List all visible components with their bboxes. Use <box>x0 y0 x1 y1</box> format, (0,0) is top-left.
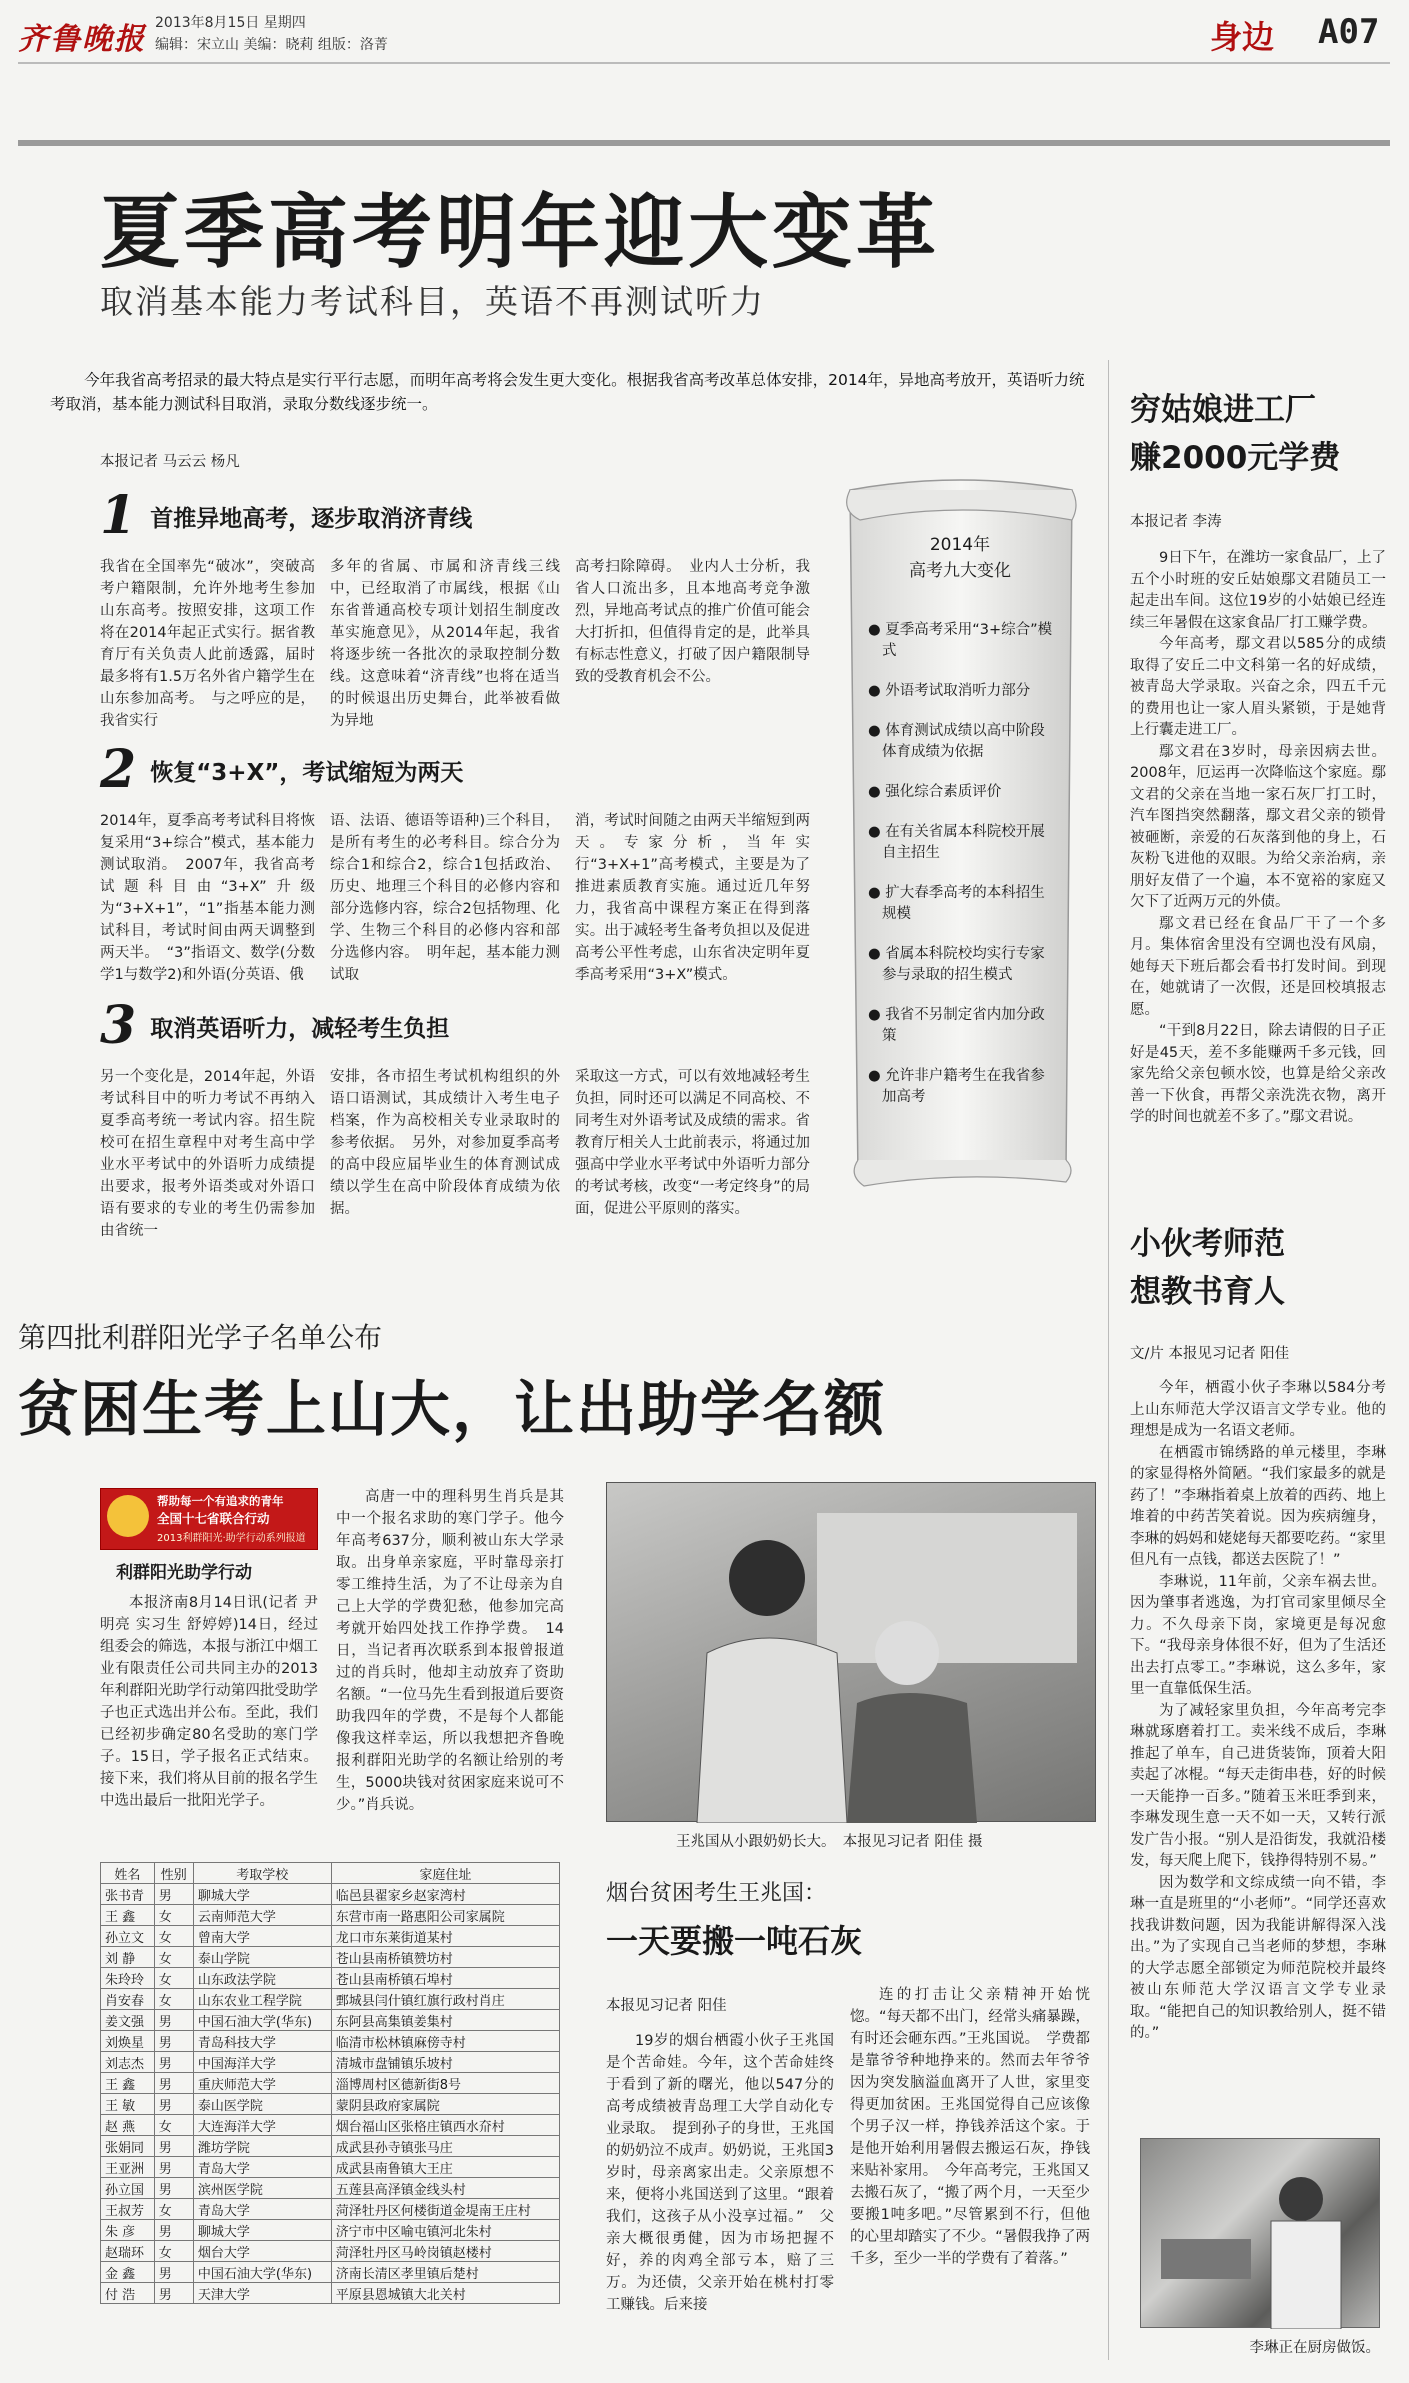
table-cell: 男 <box>154 2031 193 2052</box>
table-cell: 平原县恩城镇大北关村 <box>331 2283 559 2304</box>
table-cell: 赵瑞环 <box>101 2241 155 2262</box>
table-cell: 淄博周村区德新街8号 <box>331 2073 559 2094</box>
table-header-cell: 姓名 <box>101 1863 155 1884</box>
table-row <box>101 2199 560 2220</box>
section-1-col-3: 高考扫除障碍。 业内人士分析，我省人口流出多，且本地高考竞争激烈，异地高考试点的推广价值可能会大打折扣，但值得肯定的是，此举具有标志性意义，打破了因户籍限制导致的受教育机会不公。 <box>575 559 810 685</box>
paragraph: 9日下午，在潍坊一家食品厂，上了五个小时班的安丘姑娘鄢文君随员工一起走出车间。这位19岁的小姑娘已经连续三年暑假在这家食品厂打工赚学费。 <box>1130 550 1386 631</box>
table-cell: 东阿县高集镇姜集村 <box>331 2010 559 2031</box>
table-row <box>101 2031 560 2052</box>
table-cell: 成武县孙寺镇张马庄 <box>331 2136 559 2157</box>
section-name: 身边 <box>1210 18 1275 56</box>
scroll-item: ● 体育测试成绩以高中阶段体育成绩为依据 <box>868 723 1045 760</box>
table-cell: 蒙阴县政府家属院 <box>331 2094 559 2115</box>
table-row <box>101 2010 560 2031</box>
story3-byline: 本报见习记者 阳佳 <box>606 1998 727 2014</box>
wang-photo-caption: 王兆国从小跟奶奶长大。 本报见习记者 阳佳 摄 <box>676 1834 983 1850</box>
table-cell: 女 <box>154 1968 193 1989</box>
table-cell: 王叔芳 <box>101 2199 155 2220</box>
table-cell: 云南师范大学 <box>193 1905 331 1926</box>
story3-col-1: 19岁的烟台栖霞小伙子王兆国是个苦命娃。今年，这个苦命娃终于看到了新的曙光，他以547分的高考成绩被青岛理工大学自动化专业录取。 提到孙子的身世，王兆国的奶奶泣不成声。奶奶说，王兆国3岁时，母亲离家出走。父亲原想不来，便将小兆国送到了这里。“跟着我们，这孩子从小没享过福。” 父亲大概很勇健，因为市场把握不好，养的肉鸡全部亏本，赔了三万。为还债，父亲开始在桃村打零工赚钱。后来接 <box>606 2033 834 2313</box>
table-cell: 金 鑫 <box>101 2262 155 2283</box>
table-cell: 肖安春 <box>101 1989 155 2010</box>
paragraph: 鄢文君在3岁时，母亲因病去世。2008年，厄运再一次降临这个家庭。鄢文君的父亲在当地一家石灰厂打工时，汽车图挡突然翻落，鄢文君父亲的锁骨被砸断，亲爱的石灰落到他的身上，石灰粉飞进他的双眼。为给父亲治病，亲朋好友借了一个遍，本不宽裕的家庭又欠下了近两万元的外债。 <box>1130 743 1386 910</box>
table-cell: 五莲县高泽镇金线头村 <box>331 2178 559 2199</box>
table-cell: 烟台大学 <box>193 2241 331 2262</box>
table-cell: 刘志杰 <box>101 2052 155 2073</box>
table-row <box>101 2052 560 2073</box>
table-cell: 中国海洋大学 <box>193 2052 331 2073</box>
table-row <box>101 2262 560 2283</box>
table-cell: 男 <box>154 2073 193 2094</box>
issue-date: 2013年8月15日 星期四 <box>155 15 306 31</box>
section-2-col-3: 消，考试时间随之由两天半缩短到两天。专家分析，当年实行“3+X+1”高考模式，主要是为了推进素质教育实施。通过近几年努力，我省高中课程方案正在得到落实。出于减轻考生备考负担以及促进高考公平性考虑，山东省决定明年夏季高考采用“3+X”模式。 <box>575 813 810 983</box>
story3-headline: 一天要搬一吨石灰 <box>606 1922 863 1960</box>
lower-col-2: 高唐一中的理科男生肖兵是其中一个报名求助的寒门学子。他今年高考637分，顺利被山东大学录取。出身单亲家庭，平时靠母亲打零工维持生活，为了不让母亲为自己上大学的学费犯愁，他参加完高考就开始四处找工作挣学费。 14日，当记者再次联系到本报曾报道过的肖兵时，他却主动放弃了资助名额。“一位马先生看到报道后要资助我四年的学费，不是每个人都能像我这样幸运，所以我想把齐鲁晚报利群阳光助学的名额让给别的考生，5000块钱对贫困家庭来说可不少。”肖兵说。 <box>336 1489 564 1813</box>
section-1-title: 首推异地高考，逐步取消济青线 <box>150 505 473 532</box>
section-3-heading <box>100 995 450 1056</box>
headline-rule <box>18 140 1390 146</box>
table-cell: 烟台福山区张格庄镇西水夼村 <box>331 2115 559 2136</box>
scroll-item: ● 外语考试取消听力部分 <box>868 683 1031 699</box>
table-cell: 天津大学 <box>193 2283 331 2304</box>
section-3-col-2: 安排，各市招生考试机构组织的外语口语测试，其成绩计入考生电子档案，作为高校相关专业录取时的参考依据。 另外，对参加夏季高考的高中段应届毕业生的体育测试成绩以学生在高中阶段体育成绩为依据。 <box>330 1069 560 1217</box>
table-cell: 重庆师范大学 <box>193 2073 331 2094</box>
table-row <box>101 2115 560 2136</box>
table-cell: 男 <box>154 1884 193 1905</box>
section-2-heading <box>100 739 464 800</box>
table-cell: 中国石油大学(华东) <box>193 2010 331 2031</box>
cooking-photo <box>1140 2138 1380 2328</box>
table-cell: 东营市南一路惠阳公司家属院 <box>331 1905 559 1926</box>
table-cell: 潍坊学院 <box>193 2136 331 2157</box>
table-row <box>101 1884 560 1905</box>
table-cell: 男 <box>154 2010 193 2031</box>
table-cell: 男 <box>154 2262 193 2283</box>
table-row <box>101 1926 560 1947</box>
paragraph: 为了减轻家里负担，今年高考完李琳就琢磨着打工。卖米线不成后，李琳推起了单车，自己进货装饰，顶着大阳卖起了冰棍。“每天走街串巷，好的时候一天能挣一百多。”随着玉米旺季到来，李琳发现生意一天不如一天，又转行派发广告小报。“别人是沿街发，我就沿楼发，每天爬上爬下，钱挣得特别不易。” <box>1130 1702 1386 1869</box>
table-row <box>101 2136 560 2157</box>
section-1-heading <box>100 485 473 546</box>
right-story-2-byline: 文/片 本报见习记者 阳佳 <box>1130 1346 1290 1362</box>
table-cell: 中国石油大学(华东) <box>193 2262 331 2283</box>
logo-line-3: 2013利群阳光·助学行动系列报道 <box>157 1533 306 1544</box>
paragraph: 今年高考，鄢文君以585分的成绩取得了安丘二中文科第一名的好成绩，被青岛大学录取。兴奋之余，四五千元的费用也让一家人眉头紧锁，于是她背上行囊走进工厂。 <box>1130 636 1386 738</box>
table-cell: 鄄城县闫什镇红旗行政村肖庄 <box>331 1989 559 2010</box>
table-cell: 张娟同 <box>101 2136 155 2157</box>
table-cell: 朱 彦 <box>101 2220 155 2241</box>
paragraph: 今年，栖霞小伙子李琳以584分考上山东师范大学汉语言文学专业。他的理想是成为一名语文老师。 <box>1130 1380 1386 1439</box>
table-cell: 菏泽牡丹区马岭岗镇赵楼村 <box>331 2241 559 2262</box>
section-2-col-2: 语、法语、德语等语种)三个科目，是所有考生的必考科目。综合分为综合1和综合2，综合1包括政治、历史、地理三个科目的必修内容和部分选修内容，综合2包括物理、化学、生物三个科目的必修内容和部分选修内容。 明年起，基本能力测试取 <box>330 813 560 983</box>
section-2-col-1: 2014年，夏季高考考试科目将恢复采用“3+综合”模式，基本能力测试取消。 2007年，我省高考试题科目由“3+X”升级为“3+X+1”，“1”指基本能力测试科目，考试时间由两天调整到两天半。 “3”指语文、数学(分数学1与数学2)和外语(分英语、俄 <box>100 813 315 983</box>
table-cell: 王亚洲 <box>101 2157 155 2178</box>
liqun-caption: 利群阳光助学行动 <box>116 1563 252 1583</box>
table-cell: 女 <box>154 1989 193 2010</box>
table-cell: 男 <box>154 2094 193 2115</box>
paragraph: 在栖霞市锦绣路的单元楼里，李琳的家显得格外简陋。“我们家最多的就是药了！”李琳指着桌上放着的西药、地上堆着的中药苦笑着说。因为疾病缠身，李琳的妈妈和姥姥每天都要吃药。“家里但凡有一点钱，都送去医院了！” <box>1130 1444 1386 1568</box>
main-headline: 夏季高考明年迎大变革 <box>100 185 940 279</box>
main-byline: 本报记者 马云云 杨凡 <box>100 454 240 470</box>
scroll-item: ● 扩大春季高考的本科招生规模 <box>868 885 1045 922</box>
table-cell: 女 <box>154 1947 193 1968</box>
section-3-col-1: 另一个变化是，2014年起，外语考试科目中的听力考试不再纳入夏季高考统一考试内容。招生院校可在招生章程中对考生高中学业水平考试中的外语听力成绩提出要求，报考外语类或对外语口语有要求的专业的考生仍需参加由省统一 <box>100 1069 315 1239</box>
scroll-item: ● 我省不另制定省内加分政策 <box>868 1007 1045 1044</box>
lower-col-1: 本报济南8月14日讯(记者 尹明亮 实习生 舒婷婷)14日，经过组委会的筛选，本报与浙江中烟工业有限责任公司共同主办的2013年利群阳光助学行动第四批受助学子也正式选出并公布。至此，我们已经初步确定80名受助的寒门学子。15日，学子报名正式结束。接下来，我们将从目前的报名学生中选出最后一批阳光学子。 <box>100 1595 318 1809</box>
paragraph: 鄢文君已经在食品厂干了一个多月。集体宿舍里没有空调也没有风扇，她每天下班后都会看书打发时间。到现在，她就请了一次假，还是回校填报志愿。 <box>1130 915 1386 1018</box>
table-row <box>101 2283 560 2304</box>
cooking-photo-caption: 李琳正在厨房做饭。 <box>1249 2340 1380 2356</box>
table-row <box>101 2241 560 2262</box>
table-cell: 女 <box>154 2115 193 2136</box>
changes-scroll <box>840 470 1082 1190</box>
scroll-item: ● 强化综合素质评价 <box>868 784 1002 800</box>
right-story-2-head-1: 小伙考师范 <box>1130 1226 1285 1262</box>
table-cell: 男 <box>154 2136 193 2157</box>
table-cell: 刘焕星 <box>101 2031 155 2052</box>
table-cell: 朱玲玲 <box>101 1968 155 1989</box>
editors-line: 编辑：宋立山 美编：晓莉 组版：洛菁 <box>155 37 388 53</box>
right-story-2-head-2: 想教书育人 <box>1130 1274 1285 1310</box>
wang-zhaoguo-photo <box>606 1482 1096 1822</box>
table-header-cell: 性别 <box>154 1863 193 1884</box>
table-cell: 男 <box>154 2178 193 2199</box>
table-cell: 女 <box>154 2241 193 2262</box>
lower-headline: 贫困生考上山大，让出助学名额 <box>18 1375 886 1445</box>
paragraph: 因为数学和文综成绩一向不错，李琳一直是班里的“小老师”。“同学还喜欢找我讲数问题，因为我能讲解得深入浅出。”为了实现自己当老师的梦想，李琳的大学志愿全部锁定为师范院校并最终被山东师范大学汉语言文学专业录取。“能把自己的知识教给别人，挺不错的。” <box>1130 1874 1386 2041</box>
right-story-1-byline: 本报记者 李涛 <box>1130 514 1222 530</box>
logo-line-1: 帮助每一个有追求的青年 <box>157 1494 284 1508</box>
scroll-list <box>868 620 1058 1127</box>
table-row <box>101 1947 560 1968</box>
table-row <box>101 1968 560 1989</box>
section-3-col-3: 采取这一方式，可以有效地减轻考生负担，同时还可以满足不同高校、不同考生对外语考试及成绩的需求。省教育厅相关人士此前表示，将通过加强高中学业水平考试中外语听力部分的考试考核，改变“一考定终身”的局面，促进公平原则的落实。 <box>575 1069 810 1217</box>
table-cell: 聊城大学 <box>193 1884 331 1905</box>
table-cell: 山东农业工程学院 <box>193 1989 331 2010</box>
table-row <box>101 1905 560 1926</box>
table-cell: 青岛科技大学 <box>193 2031 331 2052</box>
table-cell: 菏泽牡丹区何楼街道金堤南王庄村 <box>331 2199 559 2220</box>
section-3-title: 取消英语听力，减轻考生负担 <box>150 1015 450 1042</box>
table-cell: 清城市盘铺镇乐坡村 <box>331 2052 559 2073</box>
paragraph: 李琳说，11年前，父亲车祸去世。因为肇事者逃逸，为打官司家里倾尽全力。不久母亲下岗，家境更是每况愈下。“我母亲身体很不好，但为了生活还出去打点零工。”李琳说，这么多年，家里一直靠低保生活。 <box>1130 1573 1386 1697</box>
right-story-2-body <box>1130 1378 1386 2045</box>
table-row <box>101 2073 560 2094</box>
section-2-number: 2 <box>100 739 137 800</box>
right-story-1-head-1: 穷姑娘进工厂 <box>1130 392 1316 428</box>
paragraph: “干到8月22日，除去请假的日子正好是45天，差不多能赚两千多元钱，回家先给父亲包顿水饺，也算是给父亲改善一下伙食，再帮父亲洗洗衣物，离开学的时间也就差不多了。”鄢文君说。 <box>1130 1023 1386 1125</box>
page-number: A07 <box>1318 12 1380 52</box>
scroll-item: ● 夏季高考采用“3+综合”模式 <box>868 622 1053 659</box>
table-cell: 临邑县翟家乡赵家湾村 <box>331 1884 559 1905</box>
section-1-col-2: 多年的省属、市属和济青线三线中，已经取消了市属线，根据《山东省普通高校专项计划招生制度改革实施意见》，从2014年起，我省将逐步统一各批次的录取控制分数线。这意味着“济青线”也将在适当的时候退出历史舞台，此举被看做为异地 <box>330 559 560 729</box>
table-cell: 姜文强 <box>101 2010 155 2031</box>
table-cell: 男 <box>154 2157 193 2178</box>
story3-kicker: 烟台贫困考生王兆国： <box>606 1881 827 1906</box>
table-cell: 苍山县南桥镇石埠村 <box>331 1968 559 1989</box>
table-cell: 男 <box>154 2220 193 2241</box>
table-cell: 男 <box>154 2052 193 2073</box>
table-header-cell: 家庭住址 <box>331 1863 559 1884</box>
right-story-1-head-2: 赚2000元学费 <box>1130 440 1341 476</box>
scroll-item: ● 允许非户籍考生在我省参加高考 <box>868 1068 1045 1105</box>
table-row <box>101 2094 560 2115</box>
table-cell: 泰山学院 <box>193 1947 331 1968</box>
section-1-number: 1 <box>100 485 137 546</box>
table-header-cell: 考取学校 <box>193 1863 331 1884</box>
table-cell: 女 <box>154 1905 193 1926</box>
logo-line-2: 全国十七省联合行动 <box>157 1511 270 1526</box>
column-divider <box>1108 360 1109 2360</box>
table-cell: 王 敏 <box>101 2094 155 2115</box>
table-cell: 泰山医学院 <box>193 2094 331 2115</box>
table-cell: 赵 燕 <box>101 2115 155 2136</box>
section-2-title: 恢复“3+X”，考试缩短为两天 <box>150 759 464 786</box>
table-cell: 付 浩 <box>101 2283 155 2304</box>
table-cell: 孙立文 <box>101 1926 155 1947</box>
table-row <box>101 1989 560 2010</box>
photo-figure-icon <box>1141 2139 1381 2329</box>
table-header-row <box>101 1863 560 1884</box>
scroll-item: ● 省属本科院校均实行专家参与录取的招生模式 <box>868 946 1045 983</box>
table-cell: 男 <box>154 2283 193 2304</box>
table-cell: 山东政法学院 <box>193 1968 331 1989</box>
liqun-sun-icon <box>107 1495 149 1537</box>
table-row <box>101 2220 560 2241</box>
table-cell: 济南长清区孝里镇后楚村 <box>331 2262 559 2283</box>
header-rule <box>18 62 1390 64</box>
table-cell: 苍山县南桥镇赞坊村 <box>331 1947 559 1968</box>
table-cell: 女 <box>154 1926 193 1947</box>
table-cell: 王 鑫 <box>101 1905 155 1926</box>
photo-people-icon <box>607 1483 1097 1823</box>
right-story-1-body <box>1130 548 1386 1129</box>
table-cell: 成武县南鲁镇大王庄 <box>331 2157 559 2178</box>
section-3-number: 3 <box>100 995 137 1056</box>
lower-kicker: 第四批利群阳光学子名单公布 <box>18 1321 383 1354</box>
masthead-logo: 齐鲁晚报 <box>18 22 146 57</box>
scroll-title: 2014年 高考九大变化 <box>909 535 1011 581</box>
story3-col-2: 连的打击让父亲精神开始恍惚。“每天都不出门，经常头痛暴躁，有时还会砸东西。”王兆国说。 学费都是靠爷爷种地挣来的。然而去年爷爷因为突发脑溢血离开了人世，家里变得更加贫困。王兆国觉得自己应该像个男子汉一样，挣钱养活这个家。于是他开始利用暑假去搬运石灰，挣钱来贴补家用。 今年高考完，王兆国又去搬石灰了，“搬了两个月，一天至少要搬1吨多吧。”尽管累到不行，但他的心里却踏实了不少。“暑假我挣了两千多，至少一半的学费有了着落。” <box>850 1987 1090 2267</box>
main-subhead: 取消基本能力考试科目，英语不再测试听力 <box>100 282 765 321</box>
table-cell: 济宁市中区喻屯镇河北朱村 <box>331 2220 559 2241</box>
table-cell: 聊城大学 <box>193 2220 331 2241</box>
main-lead: 今年我省高考招录的最大特点是实行平行志愿，而明年高考将会发生更大变化。根据我省高考改革总体安排，2014年，异地高考放开，英语听力统考取消，基本能力测试科目取消，录取分数线逐步统一。 <box>50 371 1085 413</box>
table-cell: 王 鑫 <box>101 2073 155 2094</box>
students-table <box>100 1862 560 2304</box>
table-cell: 曾南大学 <box>193 1926 331 1947</box>
liqun-logo <box>100 1488 318 1550</box>
table-cell: 青岛大学 <box>193 2157 331 2178</box>
scroll-item: ● 在有关省属本科院校开展自主招生 <box>868 824 1045 861</box>
table-cell: 刘 静 <box>101 1947 155 1968</box>
table-cell: 滨州医学院 <box>193 2178 331 2199</box>
table-cell: 青岛大学 <box>193 2199 331 2220</box>
table-row <box>101 2178 560 2199</box>
table-cell: 张书青 <box>101 1884 155 1905</box>
section-1-col-1: 我省在全国率先“破冰”，突破高考户籍限制，允许外地考生参加山东高考。按照安排，这项工作将在2014年起正式实行。据省教育厅有关负责人此前透露，届时最多将有1.5万名外省户籍学生在山东参加高考。 与之呼应的是，我省实行 <box>100 559 315 729</box>
table-cell: 龙口市东莱街道某村 <box>331 1926 559 1947</box>
table-cell: 女 <box>154 2199 193 2220</box>
table-cell: 大连海洋大学 <box>193 2115 331 2136</box>
table-row <box>101 2157 560 2178</box>
table-cell: 临清市松林镇麻傍寺村 <box>331 2031 559 2052</box>
table-cell: 孙立国 <box>101 2178 155 2199</box>
